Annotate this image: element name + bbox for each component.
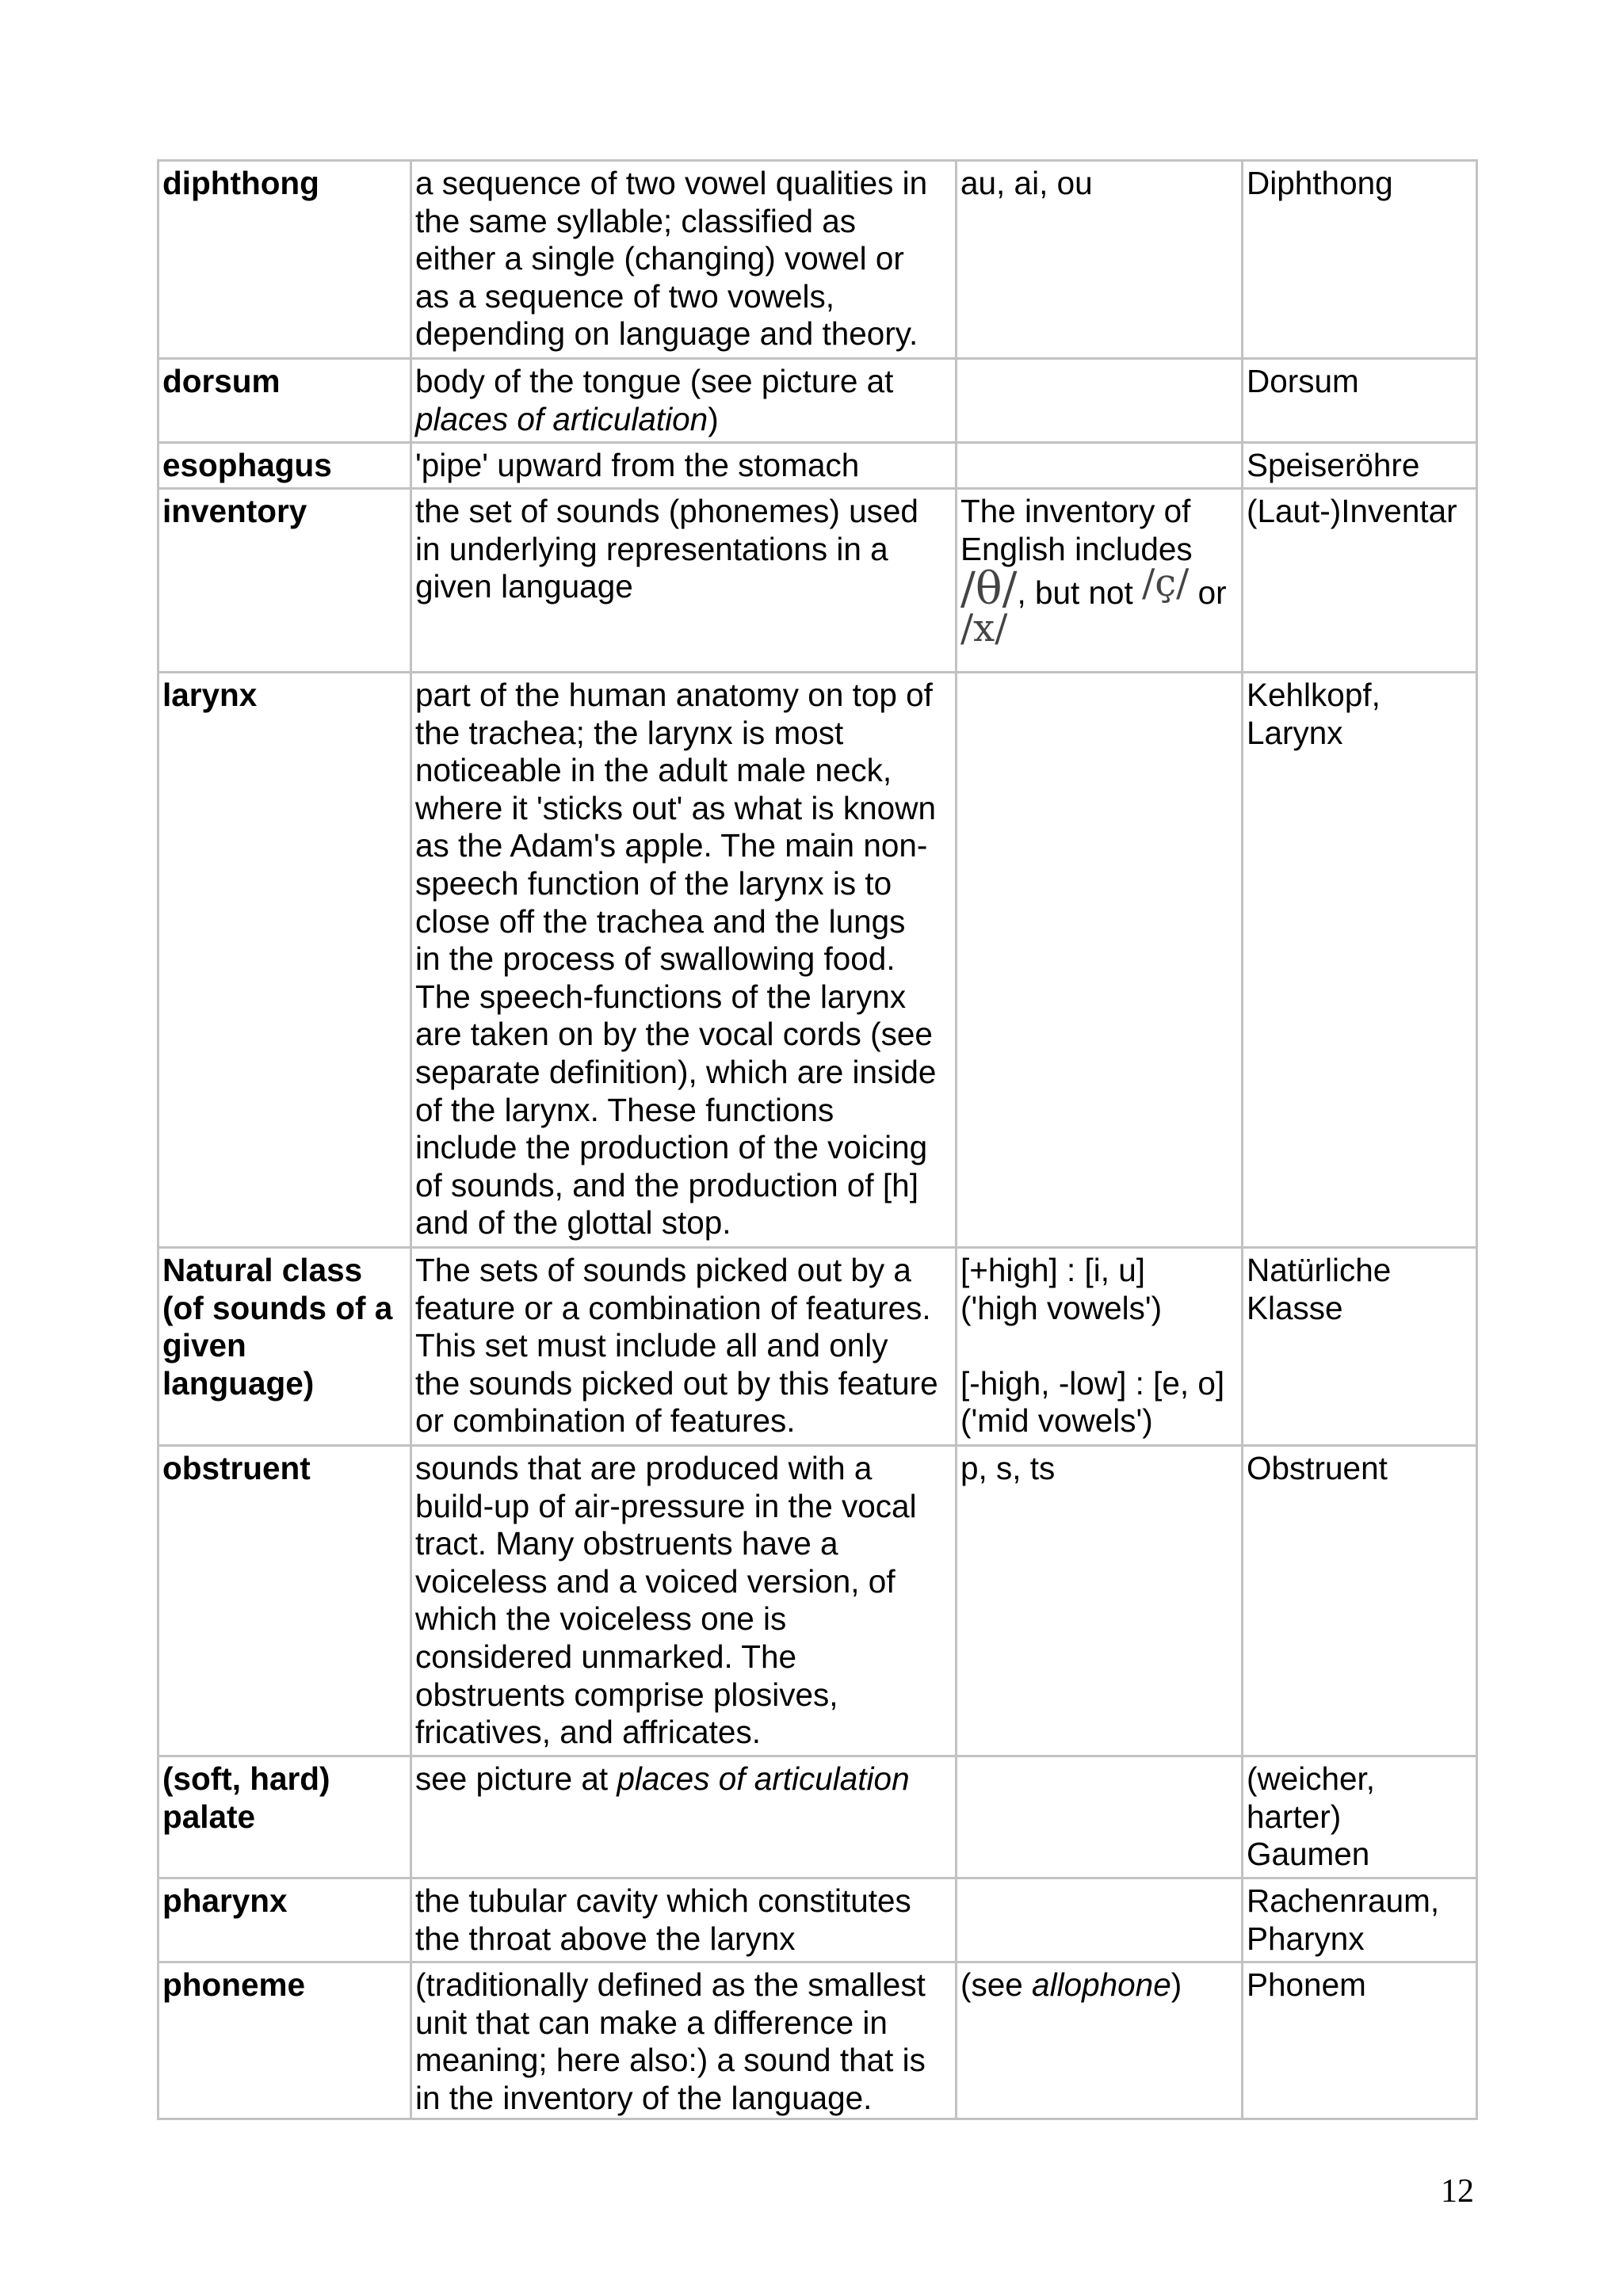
definition-line: considered unmarked. The [415, 1638, 797, 1675]
term-text: Natural class [162, 1252, 363, 1288]
term-text: given [162, 1327, 246, 1364]
term-text: larynx [162, 677, 258, 713]
definition-line: as a sequence of two vowels, [415, 277, 835, 315]
example-cell [957, 489, 1243, 673]
table-row [158, 1878, 1477, 1962]
example-cell [957, 443, 1243, 489]
german-cell [1243, 443, 1477, 489]
definition-line: in the process of swallowing food. [415, 940, 896, 978]
definition-line: build-up of air-pressure in the vocal [415, 1487, 917, 1524]
definition-line: the set of sounds (phonemes) used [415, 493, 918, 529]
table-row [158, 489, 1477, 673]
example-ipa-line [960, 606, 1238, 651]
german-term: Phonem [1247, 1966, 1366, 2003]
german-term: (weicher, [1247, 1760, 1376, 1797]
term-text: (of sounds of a [162, 1289, 393, 1326]
term-text: dorsum [162, 363, 281, 399]
term-text: palate [162, 1798, 256, 1835]
definition-line [415, 401, 952, 439]
definition-line: of sounds, and the production of [h] [415, 1166, 918, 1203]
table-row [158, 443, 1477, 489]
definition-cell [411, 489, 957, 673]
german-term: Gaumen [1247, 1836, 1370, 1873]
definition-line: the trachea; the larynx is most [415, 714, 844, 751]
definition-cell [411, 1446, 957, 1756]
definition-tail: ) [708, 400, 719, 437]
german-cell [1243, 161, 1477, 359]
definition-line: feature or a combination of features. [415, 1289, 931, 1326]
term-cell [158, 1878, 411, 1962]
term-text: language) [162, 1364, 315, 1402]
example-text: ('high vowels') [960, 1289, 1163, 1326]
example-cell [957, 359, 1243, 443]
definition-line: obstruents comprise plosives, [415, 1676, 838, 1713]
definition-line: include the production of the voicing [415, 1129, 928, 1166]
definition-cell [411, 1878, 957, 1962]
definition-cell [411, 1962, 957, 2119]
example-text: au, ai, ou [960, 165, 1093, 201]
example-cell [957, 1756, 1243, 1878]
german-term: Klasse [1247, 1289, 1343, 1326]
definition-line: unit that can make a difference in [415, 2004, 888, 2041]
table-row [158, 1962, 1477, 2119]
example-tail: ) [1170, 1966, 1182, 2003]
german-cell [1243, 1962, 1477, 2119]
example-spacer [960, 1327, 1238, 1365]
german-term: harter) [1247, 1798, 1342, 1835]
definition-cell [411, 673, 957, 1248]
example-cell [957, 1446, 1243, 1756]
definition-line: The sets of sounds picked out by a [415, 1252, 911, 1288]
definition-lead: see picture at [415, 1760, 617, 1797]
definition-line: the sounds picked out by this feature [415, 1364, 938, 1402]
definition-line: sounds that are produced with a [415, 1450, 873, 1486]
term-text: diphthong [162, 165, 319, 201]
page-number: 12 [1441, 2173, 1474, 2210]
example-text: The inventory of [960, 493, 1191, 529]
ipa-symbol: /ç/ [1142, 561, 1190, 606]
definition-line: or combination of features. [415, 1402, 796, 1440]
definition-line: part of the human anatomy on top of [415, 677, 933, 713]
german-cell [1243, 359, 1477, 443]
german-term: Speiseröhre [1247, 447, 1420, 483]
german-term: Obstruent [1247, 1450, 1388, 1486]
definition-line: depending on language and theory. [415, 315, 918, 353]
term-cell [158, 489, 411, 673]
example-cell [957, 673, 1243, 1248]
definition-cell [411, 1756, 957, 1878]
table-row [158, 161, 1477, 359]
definition-line: tract. Many obstruents have a [415, 1525, 838, 1562]
definition-line: fricatives, and affricates. [415, 1714, 761, 1751]
german-cell [1243, 1878, 1477, 1962]
german-term: Dorsum [1247, 363, 1359, 399]
definition-line: and of the glottal stop. [415, 1204, 731, 1241]
example-text: , but not [1017, 574, 1143, 612]
definition-line: voiceless and a voiced version, of [415, 1562, 896, 1600]
definition-line: of the larynx. These functions [415, 1091, 834, 1128]
definition-line: the throat above the larynx [415, 1920, 796, 1957]
definition-cell [411, 443, 957, 489]
term-text: pharynx [162, 1882, 288, 1919]
definition-line: noticeable in the adult male neck, [415, 752, 892, 789]
definition-line: where it 'sticks out' as what is known [415, 789, 936, 826]
ipa-symbol: /θ/ [960, 563, 1018, 616]
german-cell [1243, 673, 1477, 1248]
example-text: English includes [960, 530, 1193, 567]
table-row [158, 673, 1477, 1248]
term-cell [158, 1962, 411, 2119]
definition-line: The speech-functions of the larynx [415, 978, 907, 1015]
definition-line: This set must include all and only [415, 1327, 888, 1364]
term-cell [158, 443, 411, 489]
term-text: phoneme [162, 1966, 306, 2003]
example-text [960, 1966, 1238, 2004]
definition-line: close off the trachea and the lungs [415, 902, 906, 940]
term-text: (soft, hard) [162, 1760, 330, 1797]
term-cell [158, 673, 411, 1248]
definition-line: the tubular cavity which constitutes [415, 1882, 911, 1919]
definition-line: in the inventory of the language. [415, 2079, 873, 2116]
definition-reference: places of articulation [617, 1760, 910, 1797]
term-text: obstruent [162, 1450, 311, 1486]
definition-line [415, 1760, 952, 1798]
table-row [158, 1756, 1477, 1878]
example-cell [957, 1962, 1243, 2119]
definition-line: given language [415, 568, 633, 605]
ipa-symbol: /x/ [960, 606, 1008, 651]
definition-line: are taken on by the vocal cords (see [415, 1016, 933, 1053]
definition-cell [411, 359, 957, 443]
german-term: Kehlkopf, [1247, 677, 1381, 713]
german-term: Natürliche [1247, 1252, 1392, 1288]
example-text: p, s, ts [960, 1450, 1056, 1486]
term-text: esophagus [162, 447, 332, 483]
definition-line: which the voiceless one is [415, 1600, 787, 1638]
german-term: Larynx [1247, 714, 1343, 751]
example-cell [957, 1248, 1243, 1446]
definition-line: body of the tongue (see picture at [415, 363, 894, 399]
example-text: [+high] : [i, u] [960, 1252, 1146, 1288]
definition-line: speech function of the larynx is to [415, 864, 892, 902]
german-cell [1243, 1248, 1477, 1446]
example-cell [957, 1878, 1243, 1962]
example-cell [957, 161, 1243, 359]
table-row [158, 359, 1477, 443]
definition-line: separate definition), which are inside [415, 1053, 937, 1090]
definition-line: 'pipe' upward from the stomach [415, 447, 860, 483]
example-lead: (see [960, 1966, 1033, 2003]
german-cell [1243, 1756, 1477, 1878]
term-cell [158, 161, 411, 359]
term-text: inventory [162, 493, 307, 529]
glossary-table [157, 159, 1478, 2120]
definition-line: meaning; here also:) a sound that is [415, 2042, 926, 2079]
definition-line: the same syllable; classified as [415, 202, 857, 239]
definition-line: (traditionally defined as the smallest [415, 1966, 926, 2003]
table-row [158, 1446, 1477, 1756]
german-term: Rachenraum, [1247, 1882, 1440, 1919]
example-text: ('mid vowels') [960, 1402, 1153, 1440]
definition-line: in underlying representations in a [415, 530, 888, 567]
table-row [158, 1248, 1477, 1446]
term-cell [158, 1248, 411, 1446]
german-cell [1243, 489, 1477, 673]
definition-cell [411, 161, 957, 359]
term-cell [158, 359, 411, 443]
term-cell [158, 1446, 411, 1756]
german-term: (Laut-)Inventar [1247, 493, 1457, 529]
example-text: or [1189, 574, 1227, 612]
german-cell [1243, 1446, 1477, 1756]
definition-line: a sequence of two vowel qualities in [415, 165, 928, 201]
definition-line: as the Adam's apple. The main non- [415, 827, 928, 864]
definition-reference: places of articulation [415, 400, 708, 437]
example-text: [-high, -low] : [e, o] [960, 1364, 1225, 1402]
german-term: Diphthong [1247, 165, 1393, 201]
definition-line: either a single (changing) vowel or [415, 240, 904, 277]
example-reference: allophone [1032, 1966, 1171, 2003]
definition-cell [411, 1248, 957, 1446]
term-cell [158, 1756, 411, 1878]
german-term: Pharynx [1247, 1920, 1365, 1957]
